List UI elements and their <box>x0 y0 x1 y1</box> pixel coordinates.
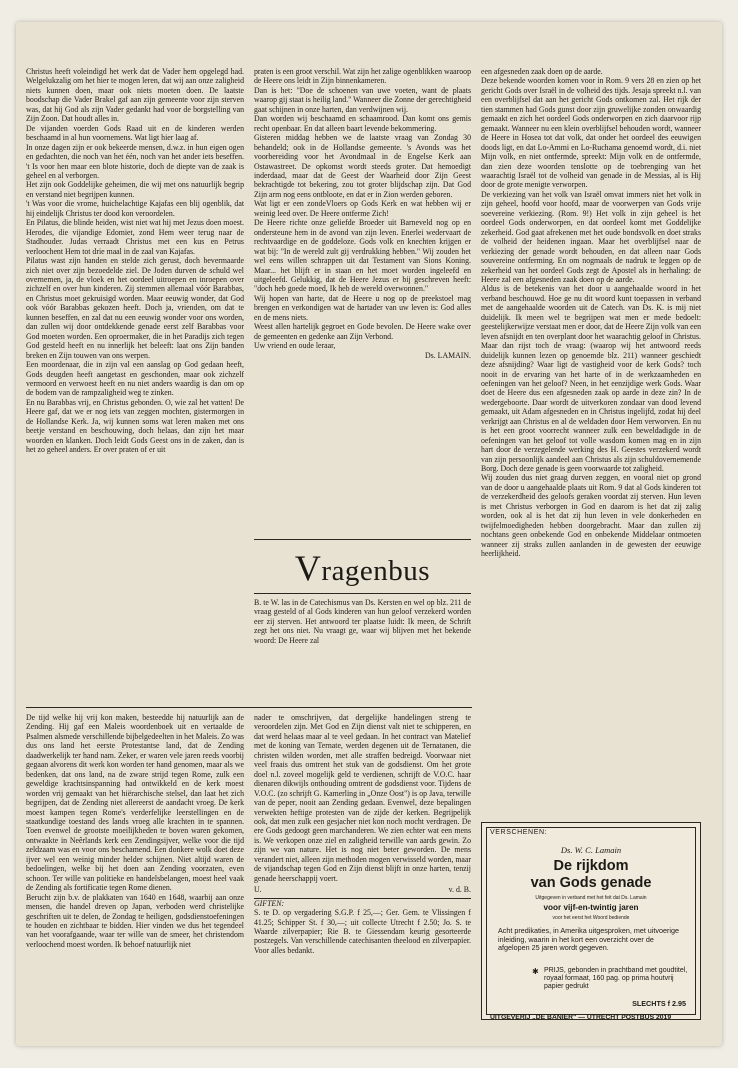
paragraph: Christus heeft voleindigd het werk dat de Vader hem opgelegd had. Welgelukzalig om het hier te mogen leren, dat wij aan onze zaligheid niets kunnen doen, maar ook niets moeten doen. De laatste boodschap die Vader Brakel gaf aan zijn gemeente voor zijn sterven was, dat hij God als zijn Vader gedankt had voor de borgstelling van Zijn Zoon. Dat houdt alles in. <box>26 67 244 124</box>
paragraph: praten is een groot verschil. Wat zijn het zalige ogenblikken waaroop de Heere ons leidt in Zijn binnenkameren. <box>254 67 471 86</box>
ad-book-title: De rijkdom van Gods genade <box>530 858 652 891</box>
ad-price-description: PRIJS, gebonden in prachtband met goudtitel, royaal formaat, 160 pag. op prima houtvrij papier gedrukt <box>544 967 688 991</box>
ad-price: SLECHTS f 2.95 <box>632 999 686 1008</box>
paragraph: Wij hopen van harte, dat de Heere u nog op de preekstoel mag brengen en verkondigen wat de hartader van uw leven is: God alles en de mens niets. <box>254 293 471 322</box>
paragraph: Weest allen hartelijk gegroet en Gode bevolen. De Heere wake over de gemeenten en gedenke aan Zijn Verbond. <box>254 322 471 341</box>
signature-right: v. d. B. <box>448 885 471 895</box>
ad-author: Ds. W. C. Lamain <box>560 845 622 855</box>
section-divider <box>26 707 472 708</box>
paragraph: Aldus is de betekenis van het door u aangehaalde woord in het verband beschouwd. Hoe ge nu dit woord kunt toepassen in verband met de aangehaalde woorden uit de Catech. van Ds. K. is mij niet duidelijk. Ik meen wel te begrijpen wat men er mede bedoelt: geestelijkerwijze verstaat men er door, dat de Heere Zijn volk van een leven afsnijdt en ten overplant door het waarachtig geloof in Christus. Maar dan rijst toch de vraag: (waarop wij het antwoord reeds duidelijk kunnen lezen op genoemde blz. 211) wanneer geschiedt deze afsnijding? Waar ligt de vastigheid voor de kerk Gods? toch nooit in de ervaring van het harte of in de werkzaamheden en oefeningen van het geloof? Neen, in het eenzijdige werk Gods. Waar doet de Heere dus een afgesneden zaak op aarde in deze zin? In de wedergeboorte. Daar wordt de uitverkoren zondaar van dood levend gemaakt, uit Adam afgesneden en in Christus ingelijfd, zodat hij deel verkrijgt aan Christus en al de weldaden door Hem verworven. En nu is het een groot voorrecht wanneer zulk een beweldadigde in de oefeningen van het geloof tot volle wasdom komen mag en in zijn hart door de verzegelende werking des H. Geestes verzekerd wordt van zijn persoonlijk aandeel aan Christus als zijn schuldovernemende Borg. Doch deze genade is geen voorwaarde tot zaligheid. <box>481 284 701 474</box>
paragraph: B. te W. las in de Catechismus van Ds. Kersten en wel op blz. 211 de vraag gesteld of al Gods kinderen van hun geloof verzekerd worden eer zij sterven. Het antwoord ter plaatse luidt: Ik meen, de Schrift zegt het ons niet. Nu vraagt ge, waar wij blijven met het bekende woord: De Heere zal <box>254 598 471 645</box>
ad-small-print: Uitgegeven in verband met het feit dat Ds. Lamain <box>535 895 647 901</box>
divider <box>254 539 471 540</box>
ad-label: VERSCHENEN: <box>490 829 548 836</box>
paragraph: In onze dagen zijn er ook bekeerde mensen, d.w.z. in hun eigen ogen en gedachten, die noch van het één, noch van het ander iets beseffen. 't Is voor hen maar een blote historie, doch de diepte van de zaak is geheel en al verborgen. <box>26 142 244 180</box>
paragraph: Berucht zijn b.v. de plakkaten van 1640 en 1648, waarbij aan onze mensen, die handel dreven op Japan, verboden werd christelijke geschriften uit te delen, de Zondag te heiligen, godsdienstoefeningen te houden en zichtbaar te bidden. Hier vinden we dus het tegendeel van het voorafgaande, waar ter wille van de smeer, het christendom verloochend moest worden. Ik behoef natuurlijk niet <box>26 892 244 949</box>
book-advertisement <box>481 822 701 1020</box>
section-title: Vragenbus <box>294 548 431 588</box>
giften-text: S. te D. op vergadering S.G.P. f 25,—; Ger. Gem. te Vlissingen f 41.25; Schipper St. f 30,—; uit collecte Utrecht f 2.50; Jo. S. te Waarde zilverpapier; Rie B. te Giessendam keurig gesorteerde postzegels. Van verschillende catechisanten theelood en zilverpapier. Voor alles bedankt. <box>254 908 471 955</box>
giften-label: GIFTEN: <box>254 898 285 908</box>
paragraph: Wij zouden dus niet graag durven zeggen, en vooral niet op grond van de door u aangehaalde plaats uit Rom. 9 dat al Gods kinderen tot de verzekerdheid des geloofs geraken voordat zij sterven. Hun leven is met Christus verborgen in God en daarom is het dat zij zalig worden, ook al is het dat zij hun leven in vele donkerheden en twijfelmoedigheden hebben doorgebracht. Maar dan zullen zij nochtans geen onbekende God en onbekende Middelaar ontmoeten wanneer zij straks zullen aanlanden in de gewesten der eeuwige heerlijkheid. <box>481 473 701 559</box>
paragraph: De verkiezing van het volk van Israël omvat immers niet het volk in zijn geheel, hoofd voor hoofd, maar de voorwerpen van Gods vrije soevereine verkiezing. (Rom. 9!) Het volk in zijn geheel is het oordeel Gods onderworpen, en dat oordeel komt met Goddelijke zekerheid. God gaat afrekenen met het oude bondsvolk en doet straks de volheid der heidenen ingaan. Maar het overblijfsel naar de verkiezing der genade wordt behouden, en dat alleen naar Gods souvereine ontferming. En om nogmaals de nadruk te leggen op de zekerheid van het oordeel Gods zegt de Apostel als in herhaling: de Heere zal een afgesneden zaak doen op de aarde. <box>481 189 701 284</box>
paragraph: Gisteren middag hebben we de laatste vraag van Zondag 30 behandeld; ook in de Hollandse gemeente. 's Avonds was het voorbereiding voor het Avondmaal in de Engelse Kerk aan Ostawastreet. De opkomst wordt steeds groter. Dat hemoedigt inderdaad, maar dat de Geest der Waarheid door Zijn Geest bekrachtigde tot bekering, zou tot groter blijdschap zijn. Dat God Zijn arm nog eens ontbloote, en dat er in Zion werden geboren. <box>254 133 471 199</box>
paragraph: De vijanden voerden Gods Raad uit en de kinderen werden beschaamd in al hun voornemens. Wat ligt hier laag af. <box>26 123 244 143</box>
ad-description: Acht predikaties, in Amerika uitgesproken, met uitvoerige inleiding, waarin in het kort een overzicht over de afgelopen 25 jaren wordt gegeven. <box>498 926 679 953</box>
column-1 <box>26 67 244 699</box>
paragraph: Deze bekende woorden komen voor in Rom. 9 vers 28 en zien op het gericht Gods over Israël in de volheid des tijds. Jesaja spreekt n.l. van een overblijfsel dat aan het gericht Gods ontkomen zal. Het rijk der tien stammen had Gods gunst door zijn gruwelijke zonden onwaardig gemaakt en zich het oordeel Gods onderworpen en zich daarvoor rijp gemaakt. Wanneer nu een klein overblijfsel behouden wordt, wanneer de Heere in Hosea tot dat volk, dat onder het oordeel des eeuwigen doods ligt, en dat Lo-Ammi en Lo-Ruchama genoemd wordt, d.i. niet Mijn volk, en niet ontfermde, spreekt: Mijn volk en de ontfermde, dan zien deze woorden tenslotte op de toebrenging van het waarachtig Israël tot de volheid van genade in de Messias, al is Hij door de grote menigte verworpen. <box>481 76 701 190</box>
ad-small-print: voor het eerst het Woord bediende <box>552 915 630 921</box>
paragraph: nader te omschrijven, dat dergelijke handelingen streng te veroordelen zijn. Met God en Zijn dienst valt niet te schipperen, en dat werd helaas maar al te veel gedaan. In het contract van Matelief met de koning van Ternate, werden degenen uit de Ternatanen, die christen wilden worden, met alle straffen bedreigd. Voorwaar niet veel fraais dus omtrent het stuk van de godsdienst. Om het grote doel n.l. zoveel mogelijk geld te verdienen, schrijft de V.O.C. haar dienaren dikwijls onthouding omtrent de godsdienst voor. Tijdens de V.O.C. (zo schrijft G. Kamerling in „Onze Oost") is op Java, terwille van de peper, nooit aan Zending gedaan. Evenwel, deze bepalingen verwekten heftige protesten van de zijde der kerken. Begrijpelijk ook, dat men zulk een gesjacher niet kon noch mocht verdragen. De ere Gods gedoogt geen marchanderen. We zien echter wat een mens is. We verkopen onze ziel en zaligheid terwille van aards gewin. Zo zijn we van nature. Het is nog niet beter geworden. De mens verandert niet, alleen zijn methoden mogen verwisseld worden, maar de vijandschap tegen God en Zijn dienst blijft in onze harten, tenzij genade heerschappij voert. <box>254 713 471 883</box>
ad-publisher: UITGEVERIJ „DE BANIER" — UTRECHT POSTBUS 2019 <box>490 1014 672 1021</box>
ad-subtitle: voor vijf-en-twintig jaren <box>543 903 639 912</box>
paragraph: Wat ligt er een zondeVloers op Gods Kerk en wat hebben wij er weinig leed over. De Heere ontferme Zich! <box>254 199 471 218</box>
signature-row <box>254 885 471 894</box>
paragraph: En Pilatus, die blinde heiden, wist niet wat hij met Jezus doen moest. Herodes, die vijandige Edomiet, zond Hem weer terug naar de Stadhouder. Judas verraadt Christus met een kus en Petrus verloochent Hem tot drie maal in de zaal van Kajafas. <box>26 218 244 256</box>
column-2 <box>254 67 471 534</box>
signature-left: U. <box>254 885 262 895</box>
vragenbus-question <box>254 598 471 708</box>
paragraph: De Heere richte onze geliefde Broeder uit Barneveld nog op en ondersteune hem in de avond van zijn leven. Enerlei wedervaart de rechtvaardige en de goddeloze. Gods volk en knechten krijgen er wat bij: "In de wereld zult gij verdrukking hebben." Wij zouden het wel eens willen schrappen uit dat Testament van Sions Koning. Maar... het blijft er in staan en het moet worden ingeleefd en uitgeleefd. Gelukkig, dat de Heere Jezus er bij geschreven heeft: "doch heb goede moed, Ik heb de wereld overwonnen." <box>254 218 471 294</box>
divider <box>254 593 471 594</box>
paragraph: een afgesneden zaak doen op de aarde. <box>481 67 603 76</box>
paragraph: En nu Barabbas vrij, en Christus gebonden. O, wie zal het vatten! De Heere gaf, dat we er nog iets van zeggen mochten, gistermorgen in de Hollandse Kerk. Ja, wij kunnen soms wat leren maken met ons beetje verstand en beschouwing, doch helaas, dan zijn het maar woorden en klanken. Doch leidt Gods Geest ons in de zaken, dan is het zo geheel anders. Er over praten of er uit <box>26 397 244 455</box>
paragraph: Dan is het: "Doe de schoenen van uwe voeten, want de plaats waarop gij staat is heilig land." Wanneer die Zonne der gerechtigheid gaat schijnen in onze harten, dan verdwijnen wij. <box>254 85 471 114</box>
signature: Ds. LAMAIN. <box>425 350 471 360</box>
paragraph: 't Was voor die vrome, huichelachtige Kajafas een blij ogenblik, dat hij eindelijk Christus ter dood kon veroordelen. <box>26 199 244 218</box>
paragraph: Uw vriend en oude leraar, <box>254 341 336 351</box>
column-5 <box>254 713 471 1031</box>
star-icon: ✱ <box>532 967 539 976</box>
column-4 <box>26 713 244 1031</box>
column-3 <box>481 67 701 811</box>
vragenbus-header <box>254 550 471 590</box>
paragraph: Pilatus wast zijn handen en stelde zich gerust, doch bevermaarde zich niet over zijn bezoedelde ziel. De Joden durven de schuld wel overnemen, ja, de vloek en het oordeel uitroepen en inroepen over zichzelf en over hun kinderen. Zij stemmen allemaal vóór Barabbas, en Christus moet gekruisigd worden. Maar eeuwig wonder, dat God ook vóór Barabbas gekozen heeft. Doch ja, vrienden, om dat te kunnen beseffen, en zal dat nu een eeuwig wonder voor ons worden, dan zullen wij door ontdekkende genade eerst zelf Barabbas voor God moeten worden. Een oproermaker, die in het Paradijs zich tegen God gesteld heeft en nu innerlijk het beleeft: laat ons Zijn banden breken en Zijn touwen van ons werpen. <box>26 256 244 360</box>
paragraph: Dan worden wij beschaamd en schaamrood. Dan komt ons gemis recht openbaar. En dat alleen baart levende bekommering. <box>254 114 471 133</box>
paragraph: Een moordenaar, die in zijn val een aanslag op God gedaan heeft, Gods deugden heeft aangetast en geschonden, maar ook zichzelf vermoord en verwoest heeft en nu niet anders waardig is dan om op de bodem van de rampzaligheid weg te zinken. <box>26 360 244 398</box>
paragraph: De tijd welke hij vrij kon maken, besteedde hij natuurlijk aan de Zending. Hij gaf een Maleis woordenboek uit en vertaalde de Psalmen alsmede verschillende bijbelgedeelten in het Maleis. Zo was dus ons land het eerste Protestantse land, dat de Zending daadwerkelijk ter hand nam. Zeker, er waren vele jaren reeds voorbij gegaan alvorens dit werk kon worden ter hand genomen, maar als we bedenken, dat ons land, na de zware strijd tegen Rome, zulk een geweldige krachtsinspanning had ontwikkeld en de kerk moest worden vrij gemaakt van het hiërarchische stelsel, dan laat het zich begrijpen, dat de Zending niet allereerst de aandacht vroeg. De kerk moest kampen tegen Rome's verderfelijke leerstellingen en de staatkundige toestand des lands vroeg alle krachten in te spannen. Toen evenwel de grootste moeilijkheden te boven waren gekomen, ontwaakte in Neêrlands kerk een Zendingsijver, welke voor die tijd zeldzaam was en voor ons beschamend. Een donkere wolk doet deze ijver wel een weinig minder helder schijnen. Niet altijd waren de bedoelingen, welke bij het doen aan Zending voorzaten, even schoon. Ter wille van politieke en handelsbelangen, moest heel vaak de Zending als fortificatie tegen Rome dienen. <box>26 713 244 893</box>
paragraph: Het zijn ook Goddelijke geheimen, die wij met ons natuurlijk begrip en verstand niet begrijpen kunnen. <box>26 180 244 199</box>
